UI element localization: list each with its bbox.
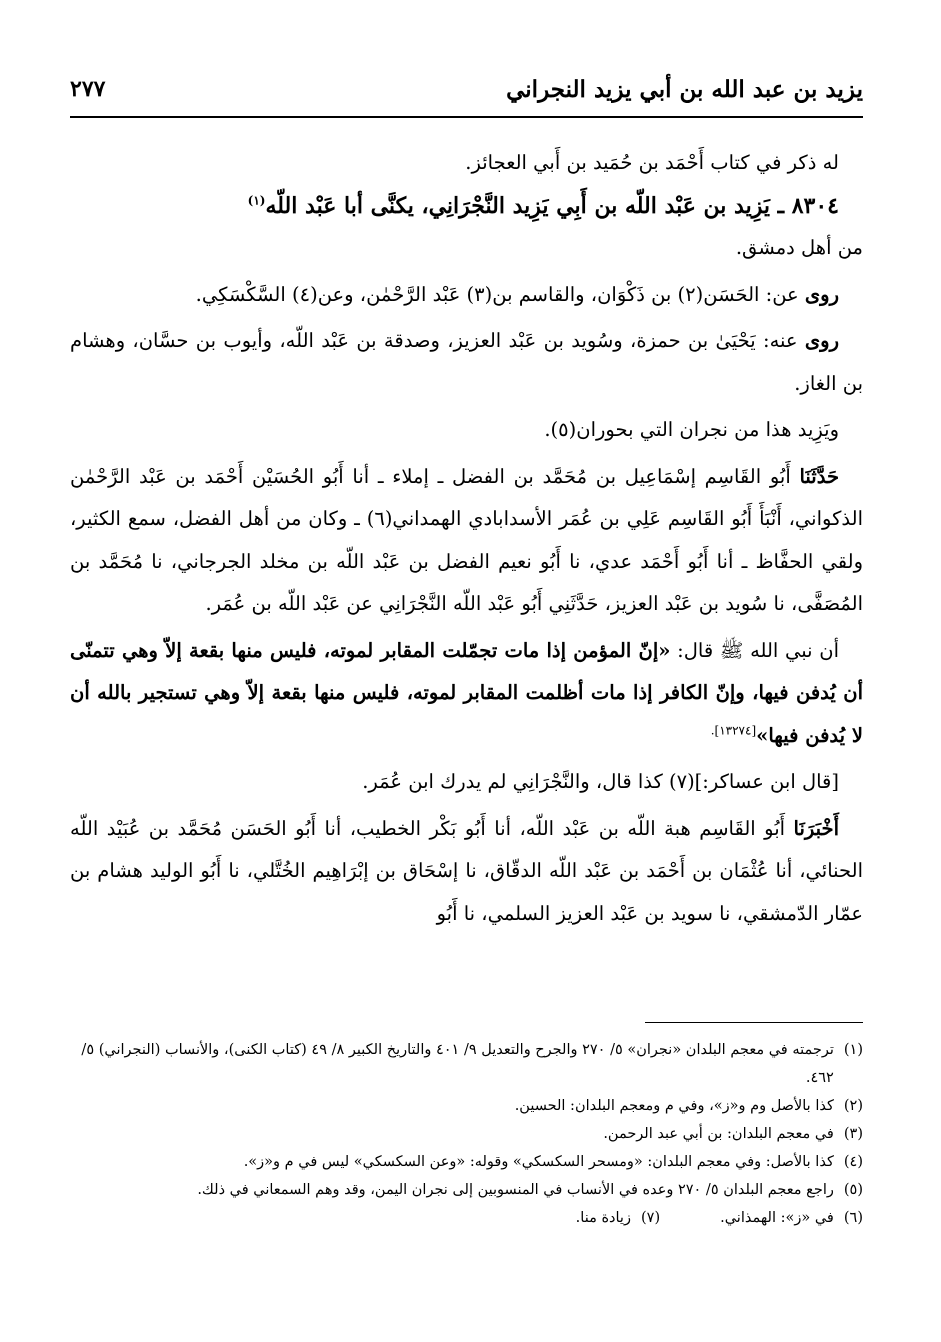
rawa-label: روى [804, 329, 839, 352]
paragraph-rawa-anhu [70, 320, 863, 405]
hadith-ref: [١٣٢٧٤]. [710, 723, 757, 737]
footnote-number: (٥) [843, 1182, 863, 1198]
footnote-row [70, 1204, 863, 1232]
header-rule [70, 116, 863, 118]
entry-heading-text: ٨٣٠٤ ـ يَزِيد بن عَبْد اللّه بن أَبِي يَزِيد النَّجْرَانِي، يكنَّى أبا عَبْد اللّه [265, 192, 839, 219]
footnote-item [70, 1092, 863, 1120]
paragraph-rawa-an [70, 274, 863, 317]
hadith-intro: أن نبي الله ﷺ قال: [677, 638, 839, 662]
footnote-item [576, 1204, 660, 1232]
paragraph-hadith [70, 630, 863, 758]
rawa-label: روى [804, 282, 839, 306]
footnote-text: في «ز»: الهمذاني. [720, 1210, 834, 1226]
footnote-item [70, 1120, 863, 1148]
isnad-1-text: أَبُو القَاسِم إسْمَاعِيل بن مُحَمَّد بن الفضل ـ إملاء ـ أنا أَبُو الحُسَيْن أَحْمَد بن عَبْد الرَّحْمٰن الذكواني، أَنْبَأَ أَبُو القَاسِم عَلِي بن عُمَر الأسدابادي الهمداني(٦) ـ وكان من أهل الفضل، سمع الكثير، ولقي الحفَّاظ ـ أنا أَبُو أَحْمَد عدي، نا أَبُو نعيم الفضل بن عَبْد اللّه بن مخلد الجرجاني، نا مُحَمَّد بن المُصَفَّى، نا سُويد بن عَبْد العزيز، حَدَّثَنِي أَبُو عَبْد اللّه النَّجْرَانِي عن عَبْد اللّه بن عُمَر. [70, 464, 863, 615]
rawa-anhu-text: عنه: يَحْيَىٰ بن حمزة، وسُويد بن عَبْد العزيز، وصدقة بن عَبْد اللّه، وأيوب بن حسَّان، وهشام بن الغاز. [70, 329, 863, 395]
footnote-text: ترجمته في معجم البلدان «نجران» ٥/ ٢٧٠ والجرح والتعديل ٩/ ٤٠١ والتاريخ الكبير ٨/ ٤٩ (كتاب الكنى)، والأنساب (النجراني) ٥/ ٤٦٢. [81, 1042, 834, 1086]
paragraph-origin: من أهل دمشق. [735, 236, 863, 259]
footnote-text: راجع معجم البلدان ٥/ ٢٧٠ وعده في الأنساب في المنسوبين إلى نجران اليمن، وقد وهم السمعاني في ذلك. [197, 1182, 834, 1198]
footnote-item [70, 1148, 863, 1176]
isnad-label: أَخْبَرَنَا [793, 816, 839, 840]
paragraph-isnad-1 [70, 456, 863, 626]
footnote-ref: (١) [247, 193, 266, 208]
main-text [70, 142, 863, 935]
paragraph-isnad-2 [70, 808, 863, 936]
isnad-label: حَدَّثَنَا [799, 464, 839, 488]
rawa-an-text: عن: الحَسَن(٢) بن ذَكْوَان، والقاسم بن(٣) عَبْد الرَّحْمٰن، وعن(٤) السَّكْسَكِي. [195, 282, 799, 306]
entry-heading [70, 185, 863, 228]
footnote-rule [645, 1022, 863, 1023]
footnote-number: (٢) [843, 1098, 863, 1114]
paragraph-ibn-asakir: [قال ابن عساكر:](٧) كذا قال، والنَّجْرَانِي لم يدرك ابن عُمَر. [362, 770, 839, 793]
running-header [70, 68, 863, 110]
footnote-item [70, 1176, 863, 1204]
paragraph-mention: له ذكر في كتاب أَحْمَد بن حُمَيد بن أَبي العجائز. [465, 151, 839, 174]
footnote-text: كذا بالأصل: وفي معجم البلدان: «ومسحر السكسكي» وقوله: «وعن السكسكي» ليس في م و«ز». [243, 1154, 834, 1170]
footnote-item [720, 1204, 863, 1232]
footnote-text: في معجم البلدان: بن أبي عبد الرحمن. [603, 1126, 834, 1142]
footnote-number: (٣) [843, 1126, 863, 1142]
footnote-item [70, 1036, 863, 1092]
footnotes [70, 1036, 863, 1232]
footnote-text: زيادة منا. [575, 1210, 631, 1226]
page-number: ٢٧٧ [70, 76, 106, 102]
running-title: يزيد بن عبد الله بن أبي يزيد النجراني [506, 75, 863, 103]
isnad-2-text: أَبُو القَاسِم هبة اللّه بن عَبْد اللّه، أنا أَبُو بَكْر الخطيب، أنا أَبُو الحَسَن مُحَمَّد بن عُبَيْد اللّه الحنائي، أنا عُثْمَان بن أَحْمَد بن عَبْد اللّه الدقّاق، نا إسْحَاق بن إبْرَاهِيم الخُتَّلي، نا أَبُو الوليد هشام بن عمّار الدّمشقي، نا سويد بن عَبْد العزيز السلمي، نا أَبُو [70, 816, 863, 925]
footnote-number: (٦) [843, 1210, 863, 1226]
footnote-number: (٤) [843, 1154, 863, 1170]
hadith-text: «إنّ المؤمن إذا مات تجمّلت المقابر لموته، فليس منها بقعة إلاّ وهي تتمنّى أن يُدفن فيها، وإنّ الكافر إذا مات أظلمت المقابر لموته، فليس منها بقعة إلاّ وهي تستجير بالله أن لا يُدفن فيها» [70, 638, 863, 747]
paragraph-najran: ويَزِيد هذا من نجران التي بحوران(٥). [544, 418, 839, 441]
footnote-text: كذا بالأصل وم و«ز»، وفي م ومعجم البلدان: الحسين. [514, 1098, 834, 1114]
footnote-number: (١) [843, 1042, 863, 1058]
footnote-number: (٧) [640, 1210, 661, 1226]
